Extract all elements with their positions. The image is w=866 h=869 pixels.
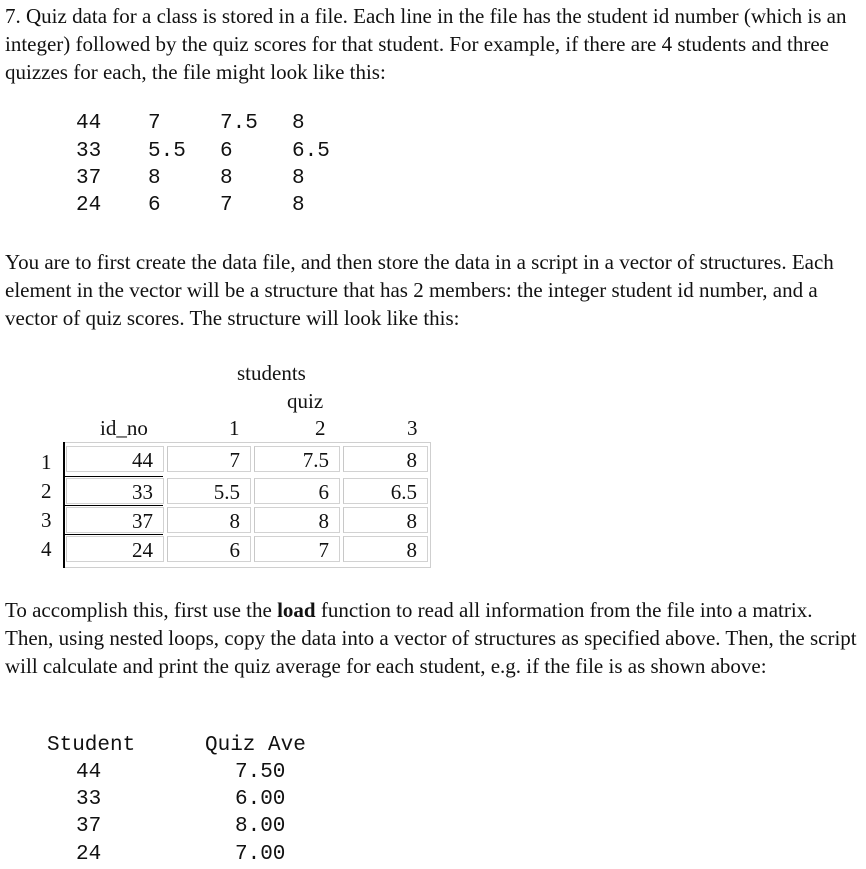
quiz-cell: 8 xyxy=(167,507,251,533)
load-keyword: load xyxy=(277,598,316,622)
quiz-cell: 7 xyxy=(167,446,251,472)
id-cell: 24 xyxy=(66,536,164,562)
quiz-col-header: 1 xyxy=(229,416,240,440)
file-cell: 8 xyxy=(292,112,305,135)
id-cell: 33 xyxy=(66,478,164,504)
file-cell: 7 xyxy=(220,194,233,217)
id-cell: 44 xyxy=(66,446,164,472)
quiz-cell: 8 xyxy=(254,507,340,533)
id-cell: 37 xyxy=(66,507,164,533)
instructions-text: To accomplish this, first use the xyxy=(5,598,278,622)
quiz-label: quiz xyxy=(287,389,324,413)
student-id: 44 xyxy=(76,761,102,784)
file-cell: 44 xyxy=(76,112,102,135)
structure-paragraph: You are to first create the data file, and then store the data in a script in a vector of structures. Each element in the vector will be a structure that has 2 members: the integer student id number, and a vector of quiz scores. The structure will look like this: xyxy=(5,250,834,330)
student-header: Student xyxy=(47,734,136,757)
quiz-cell: 7 xyxy=(254,536,340,562)
file-cell: 8 xyxy=(220,167,233,190)
quiz-cell: 8 xyxy=(343,446,428,472)
quiz-col-header: 3 xyxy=(407,416,418,440)
file-cell: 7.5 xyxy=(220,112,258,135)
file-cell: 8 xyxy=(292,167,305,190)
quiz-cell: 5.5 xyxy=(167,478,251,504)
file-cell: 24 xyxy=(76,194,102,217)
file-cell: 5.5 xyxy=(148,140,186,163)
instructions-paragraph xyxy=(5,596,865,680)
file-cell: 8 xyxy=(148,167,161,190)
quiz-average: 7.00 xyxy=(235,843,286,866)
quiz-average: 7.50 xyxy=(235,761,286,784)
quiz-average: 6.00 xyxy=(235,788,286,811)
quiz-cell: 7.5 xyxy=(254,446,340,472)
file-cell: 6 xyxy=(220,140,233,163)
row-rule xyxy=(65,534,163,535)
file-cell: 37 xyxy=(76,167,102,190)
file-cell: 33 xyxy=(76,140,102,163)
quiz-average: 8.00 xyxy=(235,815,286,838)
quiz-ave-header: Quiz Ave xyxy=(205,734,306,757)
instructions-text: function to read all information from the file into a matrix. Then, using nested loops, copy the data into a vector of structures as specified above. Then, the script will calculate and print the quiz average for each student, e.g. if the file is as shown above: xyxy=(5,598,857,678)
structure-title: students xyxy=(237,361,306,385)
student-id: 37 xyxy=(76,815,102,838)
id-header: id_no xyxy=(100,416,148,440)
row-index: 3 xyxy=(41,508,52,532)
quiz-cell: 8 xyxy=(343,536,428,562)
row-index: 1 xyxy=(41,450,52,474)
intro-paragraph: 7. Quiz data for a class is stored in a file. Each line in the file has the student id number (which is an integer) followed by the quiz scores for that student. For example, if there are 4 students and three quizzes for each, the file might look like this: xyxy=(5,4,847,84)
quiz-cell: 6 xyxy=(167,536,251,562)
file-cell: 6.5 xyxy=(292,140,330,163)
student-id: 33 xyxy=(76,788,102,811)
file-cell: 8 xyxy=(292,194,305,217)
quiz-cell: 6.5 xyxy=(343,478,428,504)
row-rule xyxy=(65,476,163,477)
row-index: 4 xyxy=(41,537,52,561)
quiz-cell: 8 xyxy=(343,507,428,533)
row-index: 2 xyxy=(41,479,52,503)
row-rule xyxy=(65,505,163,506)
student-id: 24 xyxy=(76,843,102,866)
file-cell: 6 xyxy=(148,194,161,217)
file-cell: 7 xyxy=(148,112,161,135)
quiz-col-header: 2 xyxy=(315,416,326,440)
quiz-cell: 6 xyxy=(254,478,340,504)
